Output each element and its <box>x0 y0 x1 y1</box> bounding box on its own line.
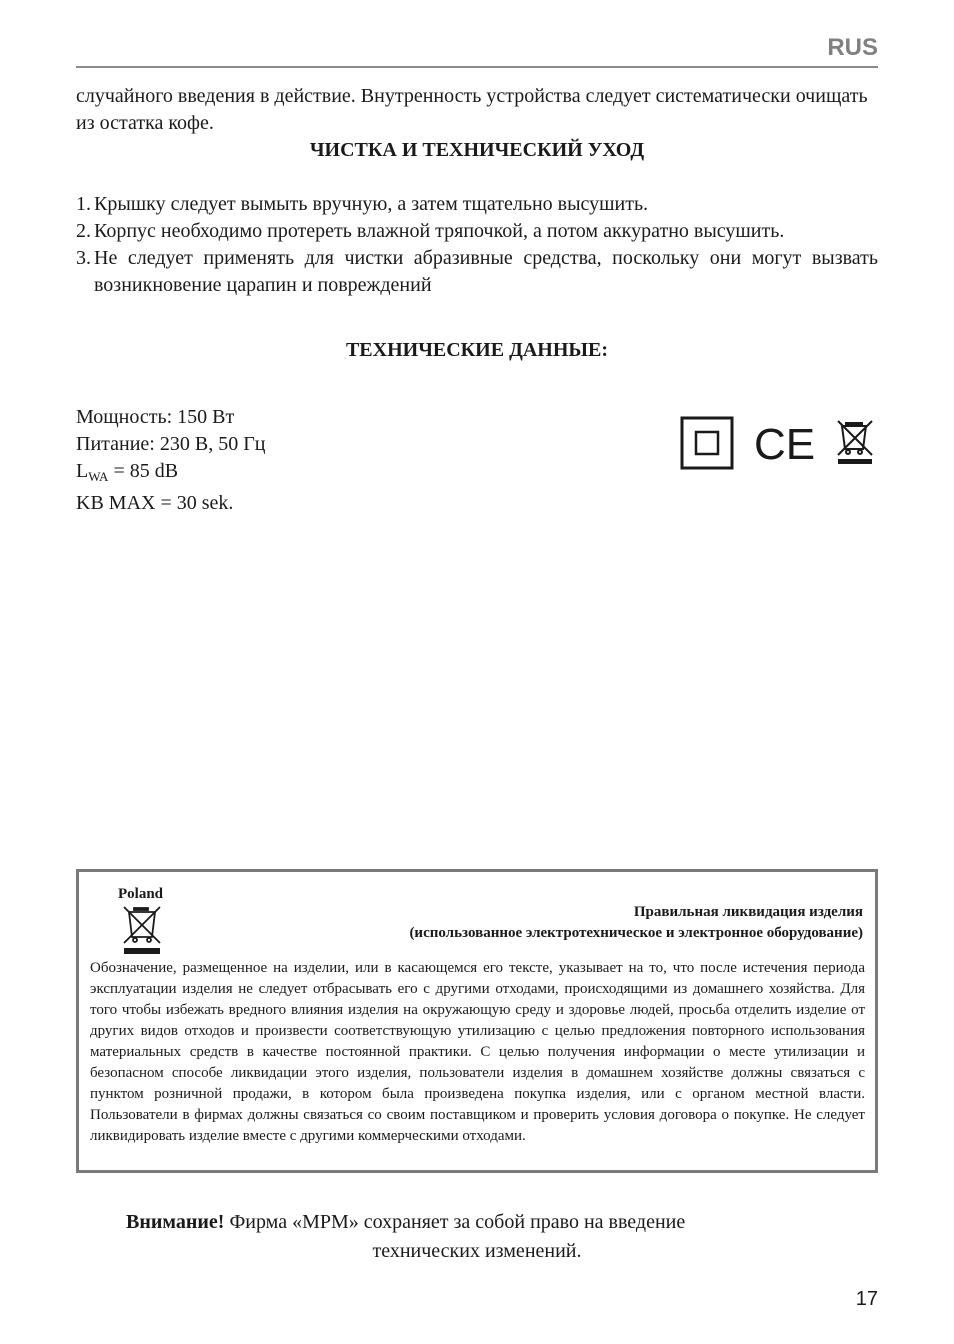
notice-text: Фирма «MPM» сохраняет за собой право на введение <box>224 1211 686 1233</box>
country-label: Poland <box>118 886 164 902</box>
list-item: 2. Корпус необходимо протереть влажной тряпочкой, а потом аккуратно высушить. <box>76 220 785 242</box>
list-item: 3. Не следует применять для чистки абразивные средства, поскольку они могут вызвать возникновение царапин и повреждений <box>76 247 878 296</box>
notice-label: Внимание! <box>126 1211 225 1233</box>
language-code: RUS <box>827 34 878 61</box>
spec-noise: $L_{WA} = 85$ dB <box>76 460 179 484</box>
disposal-text: Обозначение, размещенное на изделии, или в касающемся его тексте, указывает на то, что после истечения периода эксплуатации изделия не следует отбрасывать его с другими отходами, происходящими из домашнего хозяйства. Для того чтобы избежать вредного влияния изделия на окружающую среду и здоровье людей, просьба отделить изделие от других видов отходов и произвести соответствующую утилизацию с целью предложения повторного использования материальных средств в качестве постоянной практики. С целью получения информации о месте утилизации и безопасном способе ликвидации этого изделия, пользователи изделия в домашнем хозяйстве должны связаться с пунктом розничной продажи, в котором была произведена покупка изделия, или с органом местной власти. Пользователи в фирмах должны связаться со своим поставщиком и проверить условия договора о покупке. Не следует ликвидировать изделие вместе с другими коммерческими отходами. <box>90 960 865 1144</box>
ce-mark-icon <box>754 420 815 469</box>
page-number: 17 <box>855 1288 878 1310</box>
spec-kb-max: KB MAX = 30 sek. <box>76 492 234 514</box>
spec-power: Мощность: 150 Вт <box>76 406 235 428</box>
disposal-box <box>76 869 878 1173</box>
disposal-title: Правильная ликвидация изделия (использованное электротехническое и электронное оборудование) <box>409 904 863 941</box>
cleaning-list <box>76 191 878 299</box>
header-rule <box>76 66 878 68</box>
notice <box>76 1208 878 1266</box>
weee-bin-icon <box>838 421 872 464</box>
cleaning-heading: ЧИСТКА И ТЕХНИЧЕСКИЙ УХОД <box>309 139 645 161</box>
technical-heading: ТЕХНИЧЕСКИЕ ДАННЫЕ: <box>345 339 609 361</box>
double-insulation-icon <box>682 418 732 468</box>
weee-bin-icon <box>117 905 167 957</box>
svg-text:CE: CE <box>754 420 816 469</box>
list-item: 1. Крышку следует вымыть вручную, а затем тщательно высушить. <box>76 193 649 215</box>
intro-paragraph: случайного введения в действие. Внутренность устройства следует систематически очищать из остатка кофе. <box>76 85 868 134</box>
compliance-symbols <box>680 415 876 471</box>
spec-supply: Питание: 230 В, 50 Гц <box>76 433 266 455</box>
notice-text-line2: технических изменений. <box>372 1240 582 1262</box>
